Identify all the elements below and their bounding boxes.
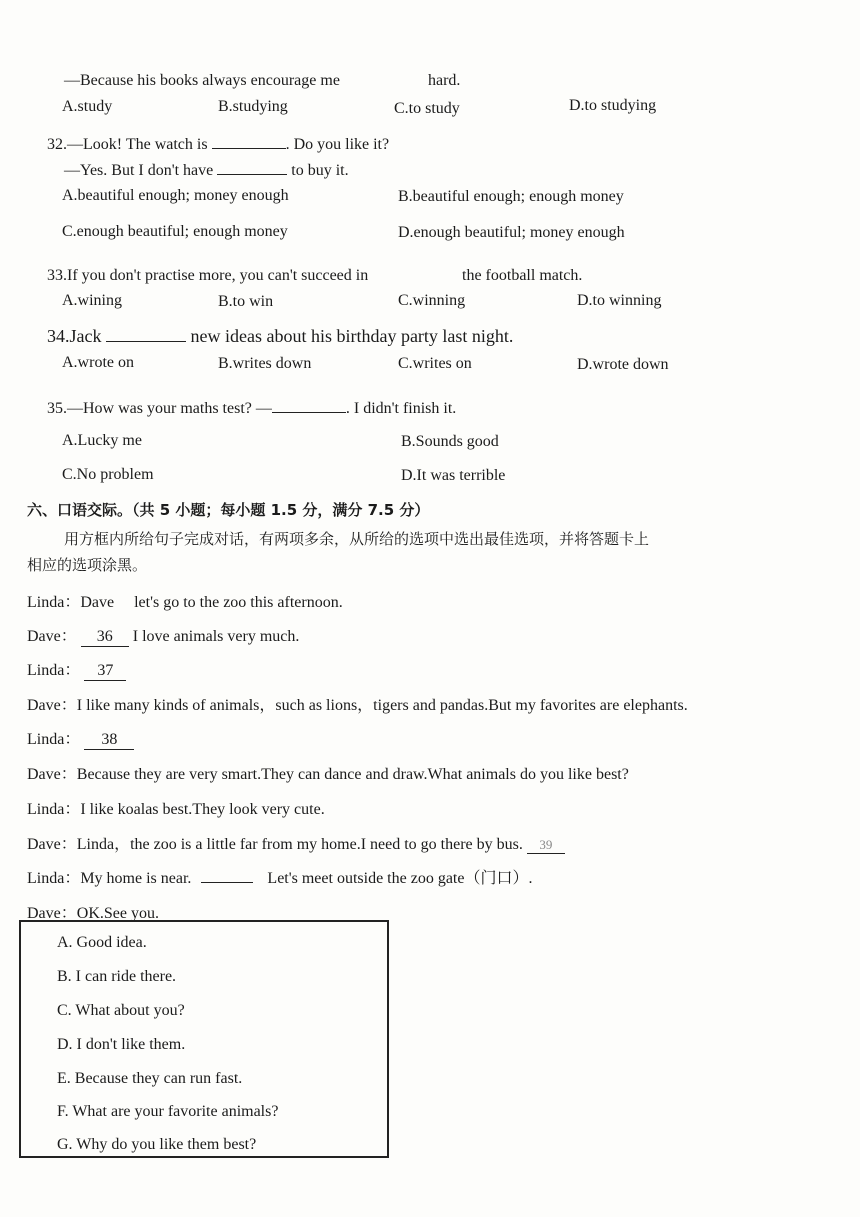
- dialogue-text-post: let's go to the zoo this afternoon.: [134, 594, 343, 611]
- q33-prompt: 33.If you don't practise more, you can't succeed in: [47, 267, 369, 284]
- choices-box: [19, 920, 389, 1158]
- speaker: Linda：: [27, 801, 81, 818]
- dialogue-line-4: [27, 692, 688, 715]
- choice-d[interactable]: D. I don't like them.: [57, 1036, 186, 1053]
- dialogue-text-post: I love animals very much.: [132, 628, 300, 645]
- q34-option-b[interactable]: B.writes down: [218, 355, 312, 372]
- dialogue-text: Linda，the zoo is a little far from my home.I need to go there by bus.: [76, 836, 523, 853]
- q33-option-a[interactable]: A.wining: [62, 292, 122, 309]
- q35-option-b[interactable]: B.Sounds good: [401, 433, 499, 450]
- q35-option-a[interactable]: A.Lucky me: [62, 432, 142, 449]
- q34-option-c[interactable]: C.writes on: [398, 355, 472, 372]
- speaker: Linda：: [27, 731, 81, 748]
- q32-line2-post: to buy it.: [291, 162, 349, 179]
- dialogue-text-post: Let's meet outside the zoo gate（门口）.: [267, 870, 533, 887]
- q31-option-c[interactable]: C.to study: [394, 100, 460, 117]
- speaker: Linda：: [27, 662, 81, 679]
- speaker: Linda：: [27, 594, 81, 611]
- dialogue-line-8: [27, 831, 565, 854]
- q31-option-d[interactable]: D.to studying: [569, 97, 657, 114]
- speaker: Dave：: [27, 836, 77, 853]
- q32-option-d[interactable]: D.enough beautiful; money enough: [398, 224, 625, 241]
- q32-line2: [64, 160, 349, 180]
- dialogue-text: Dave: [80, 594, 115, 611]
- dialogue-text: Because they are very smart.They can dance and draw.What animals do you like best?: [76, 766, 629, 783]
- q34-pre: 34.Jack: [47, 326, 102, 346]
- blank-39[interactable]: 39: [527, 837, 565, 854]
- dialogue-line-3: [27, 657, 126, 681]
- section6-instruction-line1: 用方框内所给句子完成对话，有两项多余，从所给的选项中选出最佳选项，并将答题卡上: [64, 530, 650, 548]
- q35-option-d[interactable]: D.It was terrible: [401, 467, 506, 484]
- dialogue-line-1: [27, 589, 343, 612]
- q34-option-a[interactable]: A.wrote on: [62, 354, 134, 371]
- choice-c[interactable]: C. What about you?: [57, 1002, 185, 1019]
- q33-option-d[interactable]: D.to winning: [577, 292, 662, 309]
- speaker: Dave：: [27, 905, 77, 922]
- q34-line: [47, 326, 513, 347]
- q31-prompt-text: —Because his books always encourage me: [64, 72, 340, 89]
- choice-a[interactable]: A. Good idea.: [57, 934, 147, 951]
- q32-line1-post: . Do you like it?: [285, 136, 390, 153]
- q33-option-b[interactable]: B.to win: [218, 293, 274, 310]
- dialogue-text: My home is near.: [80, 870, 192, 887]
- q35-post: . I didn't finish it.: [345, 400, 457, 417]
- dialogue-line-6: [27, 761, 629, 784]
- choice-e[interactable]: E. Because they can run fast.: [57, 1070, 243, 1087]
- speaker: Dave：: [27, 697, 77, 714]
- blank-37[interactable]: 37: [84, 662, 126, 681]
- q31-after: hard.: [428, 72, 461, 89]
- q31-option-a[interactable]: A.study: [62, 98, 113, 115]
- dialogue-line-9: [27, 865, 532, 888]
- q32-blank-2[interactable]: [217, 160, 287, 175]
- q35-option-c[interactable]: C.No problem: [62, 466, 154, 483]
- dialogue-text: OK.See you.: [76, 905, 159, 922]
- choice-g[interactable]: G. Why do you like them best?: [57, 1136, 257, 1153]
- q31-prompt: [64, 72, 340, 90]
- dialogue-line-7: [27, 796, 325, 819]
- section6-heading: 六、口语交际。（共 5 小题；每小题 1.5 分，满分 7.5 分）: [27, 501, 430, 519]
- speaker: Dave：: [27, 628, 77, 645]
- q35-pre: 35.—How was your maths test? —: [47, 400, 272, 417]
- dialogue-line-2: [27, 623, 299, 647]
- dialogue-text: I like koalas best.They look very cute.: [80, 801, 325, 818]
- q34-option-d[interactable]: D.wrote down: [577, 356, 669, 373]
- q32-line1: [47, 134, 389, 154]
- speaker: Linda：: [27, 870, 81, 887]
- q35-line: [47, 398, 456, 418]
- q32-option-a[interactable]: A.beautiful enough; money enough: [62, 187, 289, 204]
- q32-line1-pre: 32.—Look! The watch is: [47, 136, 208, 153]
- q34-post: new ideas about his birthday party last night.: [190, 326, 514, 346]
- q33-option-c[interactable]: C.winning: [398, 292, 466, 309]
- dialogue-line-5: [27, 726, 134, 750]
- q34-blank[interactable]: [106, 327, 186, 342]
- speaker: Dave：: [27, 766, 77, 783]
- q33-post: the football match.: [462, 267, 583, 284]
- q31-option-b[interactable]: B.studying: [218, 98, 288, 115]
- q32-option-c[interactable]: C.enough beautiful; enough money: [62, 223, 288, 240]
- blank-40[interactable]: [201, 868, 253, 883]
- q32-option-b[interactable]: B.beautiful enough; enough money: [398, 188, 624, 205]
- blank-36[interactable]: 36: [81, 628, 129, 647]
- blank-38[interactable]: 38: [84, 731, 134, 750]
- q32-line2-pre: —Yes. But I don't have: [64, 162, 214, 179]
- q35-blank[interactable]: [272, 398, 346, 413]
- q32-blank-1[interactable]: [212, 134, 286, 149]
- choice-b[interactable]: B. I can ride there.: [57, 968, 177, 985]
- choice-f[interactable]: F. What are your favorite animals?: [57, 1103, 279, 1120]
- section6-instruction-line2: 相应的选项涂黑。: [27, 556, 148, 574]
- dialogue-text: I like many kinds of animals，such as lions，tigers and pandas.But my favorites are elephants.: [76, 697, 688, 714]
